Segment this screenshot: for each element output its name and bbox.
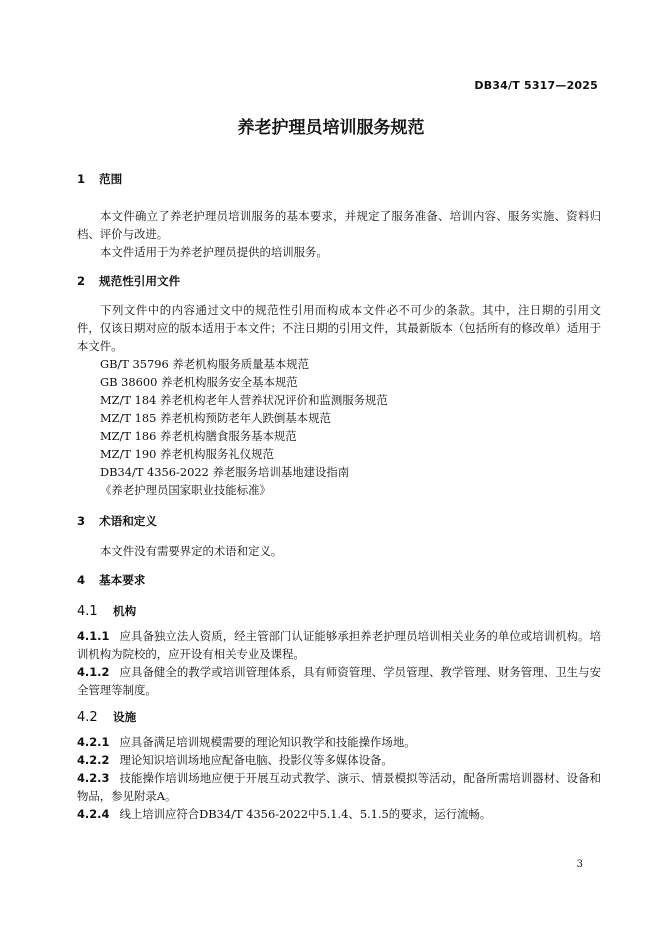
section-heading-terms [77,512,601,530]
subsection-heading-facilities [77,708,601,727]
clause-number: 4.2.2 [77,753,110,767]
reference-item: MZ/T 185 养老机构预防老年人跌倒基本规范 [100,411,331,425]
section-number: 3 [77,514,86,528]
section-number: 4 [77,573,86,587]
reference-item: GB/T 35796 养老机构服务质量基本规范 [100,357,310,371]
section-title: 规范性引用文件 [99,274,181,288]
document-body [77,170,601,823]
section-title: 术语和定义 [99,514,157,528]
scope-paragraph-2: 本文件适用于为养老护理员提供的培训服务。 [100,245,328,259]
clause [77,733,601,751]
section-heading-basic-requirements [77,571,601,589]
clause [77,751,601,769]
clause-text: 应具备健全的教学或培训管理体系，具有师资管理、学员管理、教学管理、财务管理、卫生与安全管理等制度。 [77,665,601,697]
clause [77,627,601,663]
clause-number: 4.1.2 [77,665,110,679]
document-title: 养老护理员培训服务规范 [237,118,425,138]
page-number: 3 [576,859,583,870]
subsection-number: 4.2 [77,710,98,725]
clause-number: 4.1.1 [77,629,110,643]
subsection-title: 机构 [113,604,137,618]
reference-item: MZ/T 190 养老机构服务礼仪规范 [100,447,274,461]
terms-paragraph: 本文件没有需要界定的术语和定义。 [100,544,283,558]
clause-number: 4.2.4 [77,807,110,821]
subsection-heading-institution [77,602,601,621]
references-intro: 下列文件中的内容通过文中的规范性引用而构成本文件必不可少的条款。其中，注日期的引用文件，仅该日期对应的版本适用于本文件；不注日期的引用文件，其最新版本（包括所有的修改单）适用于本文件。 [77,303,601,353]
clause-text: 理论知识培训场地应配备电脑、投影仪等多媒体设备。 [119,753,393,767]
clause-text: 应具备满足培训规模需要的理论知识教学和技能操作场地。 [119,735,416,749]
section-heading-references [77,272,601,290]
clause-number: 4.2.3 [77,771,110,785]
section-number: 2 [77,274,86,288]
section-heading-scope [77,170,601,188]
reference-item: GB 38600 养老机构服务安全基本规范 [100,375,298,389]
clause [77,663,601,699]
reference-item: 《养老护理员国家职业技能标准》 [100,483,271,497]
clause-text: 线上培训应符合DB34/T 4356-2022中5.1.4、5.1.5的要求，运行流畅。 [119,807,492,821]
scope-paragraph-1: 本文件确立了养老护理员培训服务的基本要求，并规定了服务准备、培训内容、服务实施、资料归档、评价与改进。 [77,209,601,241]
reference-item: MZ/T 184 养老机构老年人营养状况评价和监测服务规范 [100,393,388,407]
clause-text: 技能操作培训场地应便于开展互动式教学、演示、情景模拟等活动，配备所需培训器材、设备和物品，参见附录A。 [77,771,601,803]
section-title: 范围 [99,172,123,186]
standard-code: DB34/T 5317—2025 [474,79,598,92]
clause-number: 4.2.1 [77,735,110,749]
reference-item: MZ/T 186 养老机构膳食服务基本规范 [100,429,297,443]
clause [77,769,601,805]
reference-item: DB34/T 4356-2022 养老服务培训基地建设指南 [100,465,350,479]
subsection-number: 4.1 [77,604,98,619]
clause [77,805,601,823]
clause-text: 应具备独立法人资质，经主管部门认证能够承担养老护理员培训相关业务的单位或培训机构。培训机构为院校的，应开设有相关专业及课程。 [77,629,601,661]
section-title: 基本要求 [99,573,146,587]
section-number: 1 [77,172,86,186]
subsection-title: 设施 [113,710,137,724]
